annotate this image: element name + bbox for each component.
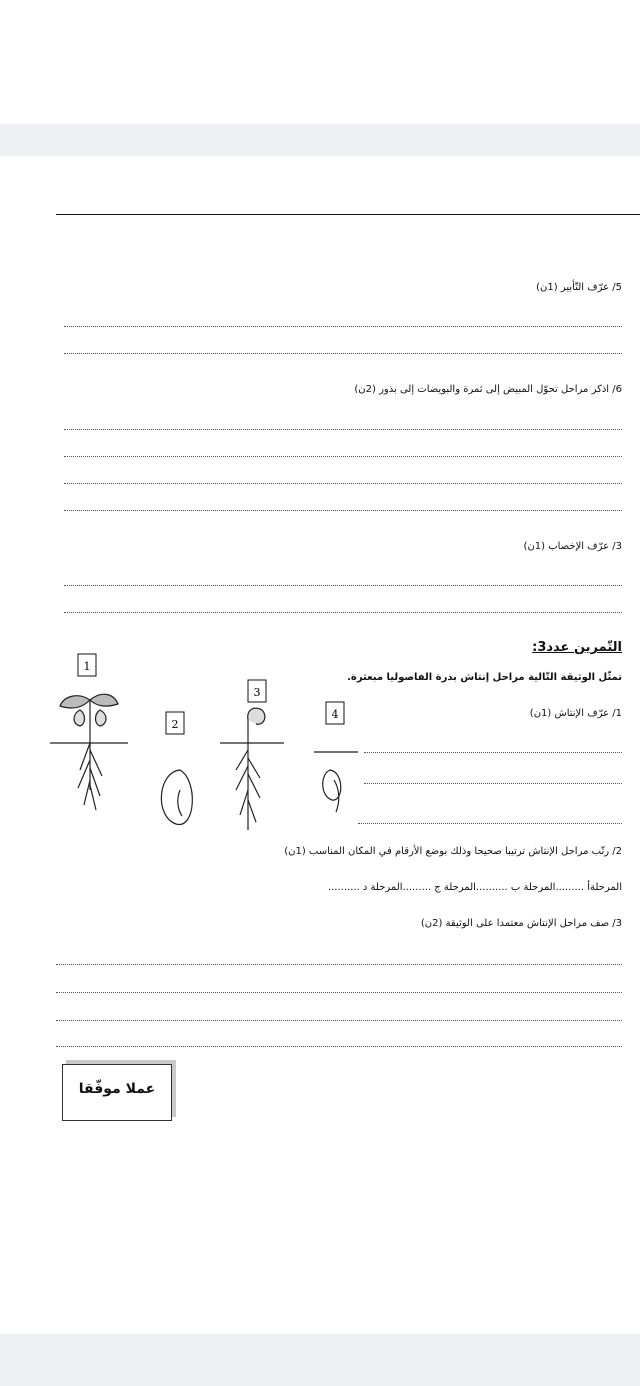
seed-stage-4-drawing — [314, 752, 358, 812]
seedling-stage-3-drawing — [220, 708, 284, 830]
exercise-title: التّمرين عدد3: — [532, 640, 622, 655]
answer-line[interactable] — [358, 823, 622, 824]
answer-line[interactable] — [364, 783, 622, 784]
page-gap-bottom — [0, 1334, 640, 1386]
top-blank-area — [0, 0, 640, 124]
answer-line[interactable] — [64, 429, 622, 430]
question-6: 6/ اذكر مراحل تحوّل المبيض إلى ثمرة والبويضات إلى بذور (2ن) — [354, 384, 622, 395]
answer-line[interactable] — [64, 510, 622, 511]
stages-answer-line[interactable]: المرحلةأ .........المرحلة ب ..........المرحلة ج .........المرحلة د .......... — [327, 882, 622, 893]
exercise-question-3: 3/ صف مراحل الإنتاش معتمدا على الوثيقة (2ن) — [420, 918, 622, 929]
stage-label-3: 3 — [253, 686, 261, 699]
header-rule — [56, 214, 640, 215]
exercise-question-2: 2/ رتّب مراحل الإنتاش ترتيبا صحيحا وذلك بوضع الأرقام في المكان المناسب (1ن) — [284, 846, 622, 857]
exercise-question-1: 1/ عرّف الإنتاش (1ن) — [529, 708, 622, 719]
exercise-intro: تمثّل الوثيقة التّالية مراحل إنتاش بذرة الفاصوليا مبعثرة. — [347, 672, 622, 683]
seed-stage-2-drawing — [161, 770, 192, 824]
answer-line[interactable] — [56, 1046, 622, 1047]
stage-label-1: 1 — [83, 660, 91, 673]
answer-line[interactable] — [56, 1020, 622, 1021]
stage-label-2: 2 — [171, 718, 179, 731]
answer-line[interactable] — [56, 964, 622, 965]
answer-line[interactable] — [56, 992, 622, 993]
stage-label-4: 4 — [331, 708, 339, 721]
page-gap — [0, 124, 640, 156]
seedling-stage-1-drawing — [50, 694, 128, 810]
germination-figure — [50, 640, 370, 850]
good-luck-text: عملا موفّقا — [78, 1081, 156, 1097]
question-3: 3/ عرّف الإخصاب (1ن) — [523, 541, 622, 552]
answer-line[interactable] — [64, 612, 622, 613]
good-luck-box — [62, 1064, 172, 1121]
answer-line[interactable] — [64, 483, 622, 484]
question-5: 5/ عرّف التّأبير (1ن) — [536, 282, 622, 293]
answer-line[interactable] — [64, 353, 622, 354]
answer-line[interactable] — [64, 456, 622, 457]
answer-line[interactable] — [64, 585, 622, 586]
answer-line[interactable] — [364, 752, 622, 753]
answer-line[interactable] — [64, 326, 622, 327]
